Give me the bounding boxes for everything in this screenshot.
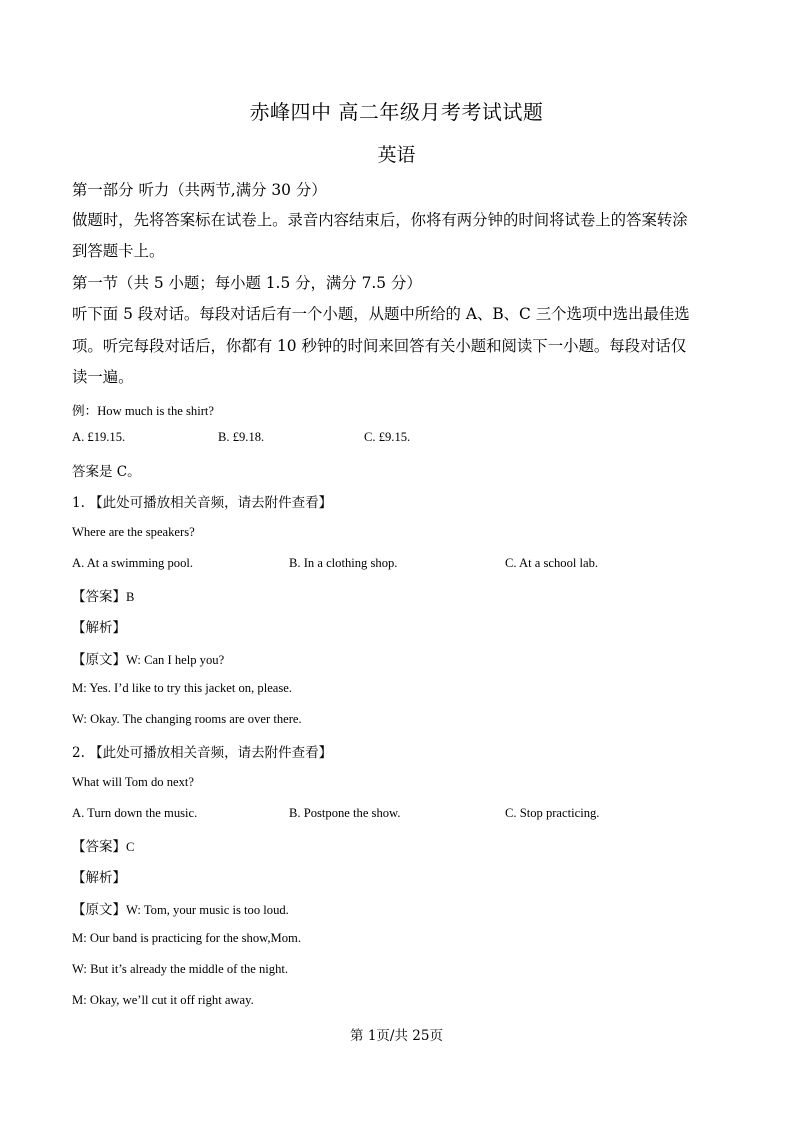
- example-option-b: B. £9.18.: [218, 430, 265, 444]
- answer-value: C: [126, 840, 135, 854]
- question-2-text: What will Tom do next?: [72, 775, 195, 789]
- question-1-option-b: B. In a clothing shop.: [289, 556, 398, 570]
- answer-value: B: [126, 590, 135, 604]
- section-instruction-1: 听下面 5 段对话。每段对话后有一个小题，从题中所给的 A、B、C 三个选项中选出最佳选: [72, 305, 690, 323]
- section-heading: 第一节（共 5 小题；每小题 1.5 分，满分 7.5 分）: [72, 274, 422, 292]
- instruction-line-1: 做题时，先将答案标在试卷上。录音内容结束后，你将有两分钟的时间将试卷上的答案转涂: [72, 211, 688, 229]
- example-option-c: C. £9.15.: [364, 430, 411, 444]
- question-1-transcript-3: W: Okay. The changing rooms are over there.: [72, 712, 302, 726]
- original-tag: 【原文】: [72, 902, 126, 918]
- answer-tag: 【答案】: [72, 589, 126, 605]
- question-2-analysis-tag: 【解析】: [72, 870, 126, 886]
- question-1-transcript-2: M: Yes. I’d like to try this jacket on, please.: [72, 681, 293, 695]
- original-tag: 【原文】: [72, 652, 126, 668]
- example-option-a: A. £19.15.: [72, 430, 126, 444]
- question-1-transcript-1: [72, 648, 224, 668]
- question-2-option-a: A. Turn down the music.: [72, 806, 198, 820]
- exam-subject: 英语: [377, 144, 416, 166]
- question-2-transcript-1: [72, 898, 289, 918]
- question-2-transcript-3: W: But it’s already the middle of the night.: [72, 962, 289, 976]
- question-1-analysis-tag: 【解析】: [72, 620, 126, 636]
- section-instruction-3: 读一遍。: [72, 368, 134, 386]
- question-2-transcript-4: M: Okay, we’ll cut it off right away.: [72, 993, 254, 1007]
- example-answer: 答案是 C。: [72, 464, 141, 480]
- question-2-option-b: B. Postpone the show.: [289, 806, 401, 820]
- page-footer: 第 1页/共 25页: [350, 1028, 443, 1044]
- example-question: 例：How much is the shirt?: [72, 404, 215, 418]
- instruction-line-2: 到答题卡上。: [72, 242, 165, 260]
- transcript-text: W: Can I help you?: [126, 653, 225, 667]
- transcript-text: W: Tom, your music is too loud.: [126, 903, 289, 917]
- section-instruction-2: 项。听完每段对话后，你都有 10 秒钟的时间来回答有关小题和阅读下一小题。每段对话仅: [72, 337, 687, 355]
- question-2-label: 2. 【此处可播放相关音频，请去附件查看】: [72, 745, 333, 761]
- question-1-option-c: C. At a school lab.: [505, 556, 599, 570]
- question-1-option-a: A. At a swimming pool.: [72, 556, 194, 570]
- question-1-answer: [72, 585, 134, 605]
- question-2-option-c: C. Stop practicing.: [505, 806, 600, 820]
- question-2-answer: [72, 835, 134, 855]
- answer-tag: 【答案】: [72, 839, 126, 855]
- question-2-transcript-2: M: Our band is practicing for the show,Mom.: [72, 931, 301, 945]
- part-heading: 第一部分 听力（共两节,满分 30 分）: [72, 181, 327, 199]
- question-1-text: Where are the speakers?: [72, 525, 195, 539]
- exam-title: 赤峰四中 高二年级月考考试试题: [249, 100, 544, 124]
- question-1-label: 1. 【此处可播放相关音频，请去附件查看】: [72, 495, 333, 511]
